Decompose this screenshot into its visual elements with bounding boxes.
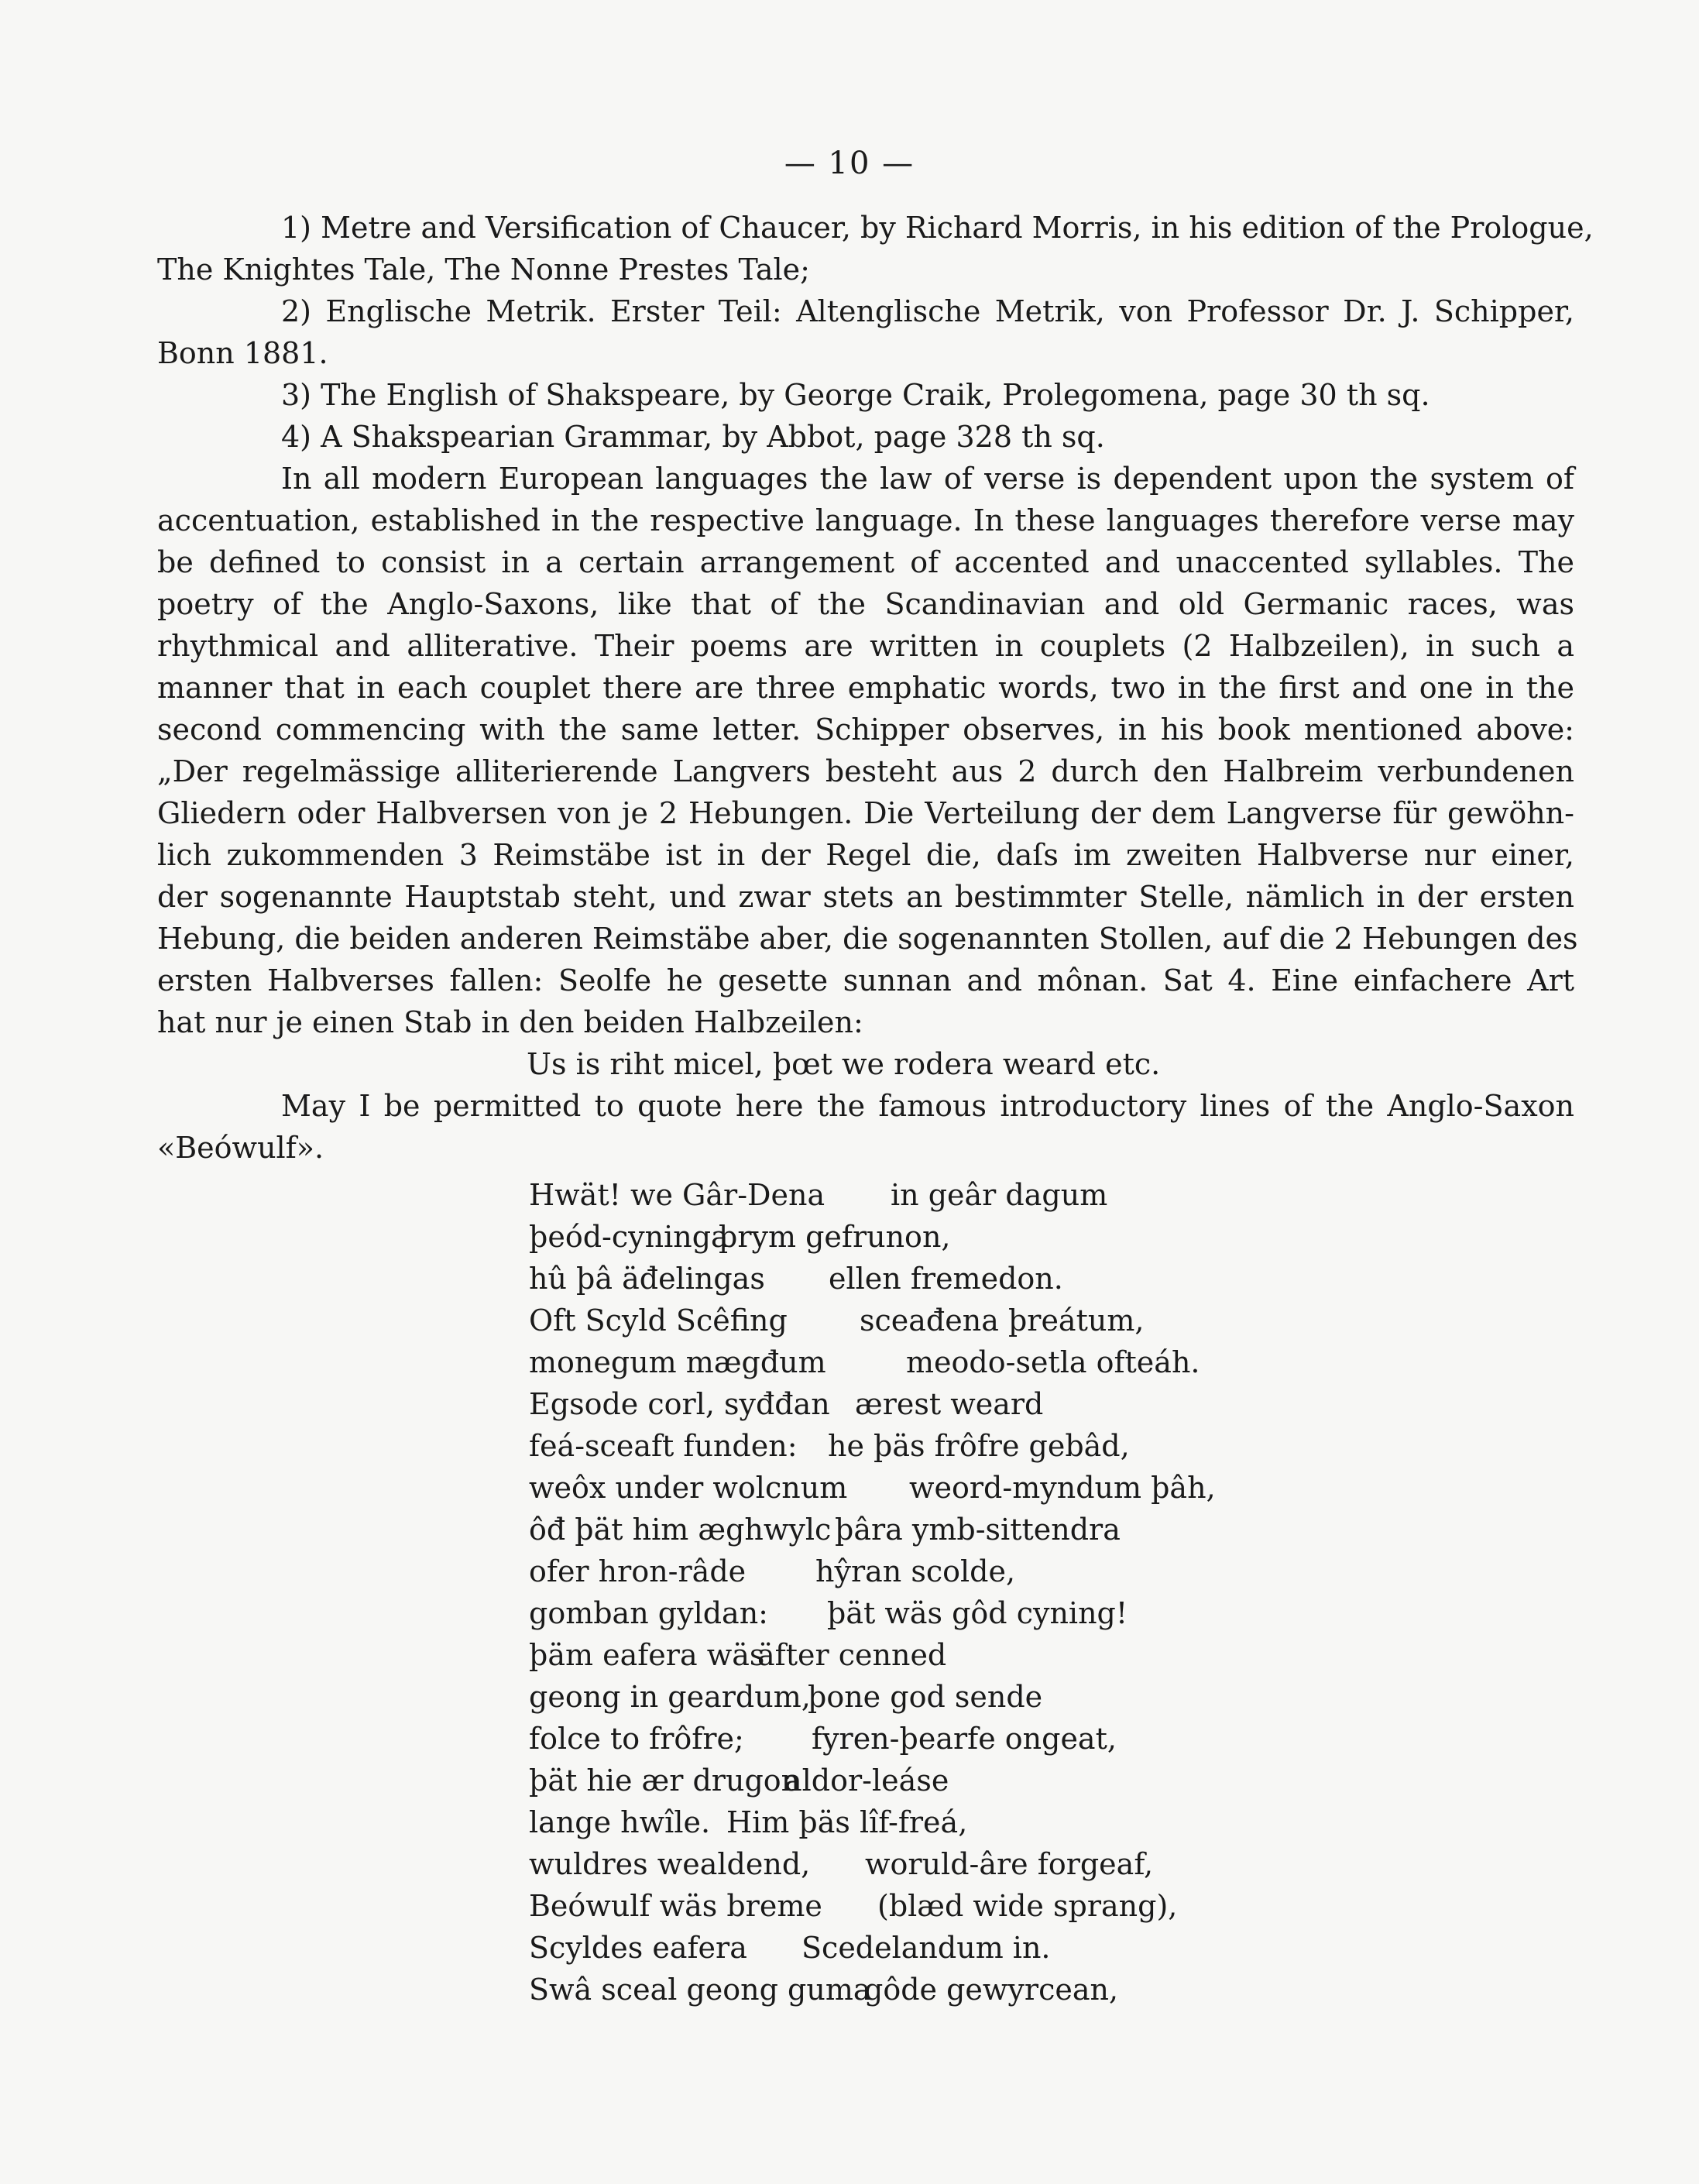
poem-line [529,1634,947,1676]
poem-half-line-b: woruld-âre forgeaf, [865,1847,1154,1881]
poem-half-line-b: ærest weard [855,1387,1044,1421]
poem-line [529,1300,1145,1341]
paragraph-block-intro [157,1085,1574,1169]
poem-half-line-a: Hwät! we Gâr-Dena [529,1178,825,1212]
poem-half-line-a: Scyldes eafera [529,1931,747,1965]
text-line: be defined to consist in a certain arrangement of accented and unaccented syllables. The [157,545,1574,579]
text-line: lich zukommenden 3 Reimstäbe ist in der Regel die, daſs im zweiten Halbverse nur einer, [157,838,1574,872]
poem-line [529,1216,951,1258]
poem-line [529,1801,968,1843]
text-line: 4) A Shakspearian Grammar, by Abbot, page 328 th sq. [281,420,1105,454]
text-line: «Beówulf». [157,1131,324,1165]
poem-line [529,1843,1154,1885]
text-line: poetry of the Anglo-Saxons, like that of the Scandinavian and old Germanic races, was [157,587,1574,621]
poem-line [529,1509,1121,1550]
poem-half-line-b: þrym gefrunon, [719,1220,951,1254]
poem-half-line-a: monegum mægđum [529,1345,826,1379]
text-line: 3) The English of Shakspeare, by George Craik, Prolegomena, page 30 th sq. [281,378,1430,412]
poem-half-line-a: wuldres wealdend, [529,1847,811,1881]
text-line: In all modern European languages the law of verse is dependent upon the system of [281,462,1574,496]
poem-half-line-a: þät hie ær drugon [529,1763,801,1798]
poem-half-line-b: meodo-setla ofteáh. [906,1345,1200,1379]
poem-line [529,1467,1216,1509]
poem-half-line-b: Scedelandum in. [801,1931,1051,1965]
text-line: Hebung, die beiden anderen Reimstäbe aber, die sogenannten Stollen, auf die 2 Hebungen des [157,922,1578,956]
poem-line [529,1425,1130,1467]
text-line: second commencing with the same letter. Schipper observes, in his book mentioned above: [157,713,1574,747]
poem-half-line-b: ellen fremedon. [829,1262,1063,1296]
text-line: ersten Halbverses fallen: Seolfe he gesette sunnan and mônan. Sat 4. Eine einfachere Art [157,963,1574,998]
text-line: „Der regelmässige alliterierende Langvers besteht aus 2 durch den Halbreim verbundenen [157,754,1574,788]
poem-line [529,1592,1128,1634]
body-text [157,207,1594,1169]
poem-half-line-a: Egsode corl, syđđan [529,1387,830,1421]
poem-line [529,1174,1108,1216]
poem-line [529,1383,1044,1425]
page-number: — 10 — [784,146,915,181]
poem-half-line-b: sceađena þreátum, [860,1303,1145,1338]
poem-half-line-a: ofer hron-râde [529,1554,747,1588]
poem-line [529,1718,1117,1760]
poem-half-line-b: þâra ymb-sittendra [835,1513,1121,1547]
poem-half-line-a: þeód-cyninga [529,1220,729,1254]
paragraph-block [157,207,1594,1043]
text-line: manner that in each couplet there are three emphatic words, two in the first and one in the [157,671,1574,705]
poem-line [529,1341,1200,1383]
text-line: rhythmical and alliterative. Their poems are written in couplets (2 Halbzeilen), in such a [157,629,1574,663]
text-line: 2) Englische Metrik. Erster Teil: Altenglische Metrik, von Professor Dr. J. Schipper, [281,294,1574,328]
beowulf-poem [529,1174,1216,2011]
poem-half-line-b: þät wäs gôd cyning! [827,1596,1128,1630]
poem-half-line-b: fyren-þearfe ongeat, [812,1722,1117,1756]
poem-half-line-b: þone god sende [808,1680,1043,1714]
poem-half-line-a: lange hwîle. [529,1805,711,1839]
verse-example: Us is riht micel, þœt we rodera weard etc. [527,1047,1161,1081]
poem-line [529,1760,949,1801]
text-line: Gliedern oder Halbversen von je 2 Hebungen. Die Verteilung der dem Langverse für gewöhn- [157,796,1574,830]
poem-half-line-b: äfter cenned [757,1638,947,1672]
poem-half-line-a: weôx under wolcnum [529,1471,848,1505]
text-line: Bonn 1881. [157,336,328,370]
text-line: accentuation, established in the respective language. In these languages therefore verse may [157,503,1574,537]
text-line: 1) Metre and Versification of Chaucer, by Richard Morris, in his edition of the Prologue, [281,211,1594,245]
poem-half-line-b: gôde gewyrcean, [864,1973,1119,2007]
poem-half-line-a: feá-sceaft funden: [529,1429,798,1463]
poem-half-line-b: Him þäs lîf-freá, [726,1805,968,1839]
poem-line [529,1676,1043,1718]
poem-half-line-b: in geâr dagum [891,1178,1108,1212]
poem-line [529,1258,1063,1300]
poem-half-line-a: gomban gyldan: [529,1596,768,1630]
poem-line [529,1550,1016,1592]
text-line: May I be permitted to quote here the famous introductory lines of the Anglo-Saxon [281,1089,1574,1123]
poem-half-line-a: geong in geardum, [529,1680,811,1714]
poem-half-line-a: folce to frôfre; [529,1722,744,1756]
poem-half-line-b: weord-myndum þâh, [909,1471,1216,1505]
poem-line [529,1969,1119,2011]
poem-half-line-a: Swâ sceal geong guma [529,1973,871,2007]
text-line: hat nur je einen Stab in den beiden Halbzeilen: [157,1005,863,1039]
poem-half-line-a: ôđ þät him æghwylc [529,1513,832,1547]
poem-half-line-b: he þäs frôfre gebâd, [828,1429,1130,1463]
text-line: The Knightes Tale, The Nonne Prestes Tale; [157,252,810,287]
poem-half-line-a: Beówulf wäs breme [529,1889,822,1923]
poem-half-line-a: þäm eafera wäs [529,1638,765,1672]
poem-half-line-b: hŷran scolde, [815,1554,1016,1588]
poem-half-line-b: (blæd wide sprang), [877,1889,1178,1923]
poem-half-line-b: aldor-leáse [784,1763,949,1798]
poem-half-line-a: hû þâ äđelingas [529,1262,765,1296]
poem-line [529,1927,1051,1969]
poem-half-line-a: Oft Scyld Scêfing [529,1303,788,1338]
text-line: der sogenannte Hauptstab steht, und zwar stets an bestimmter Stelle, nämlich in der ersten [157,880,1574,914]
poem-line [529,1885,1178,1927]
